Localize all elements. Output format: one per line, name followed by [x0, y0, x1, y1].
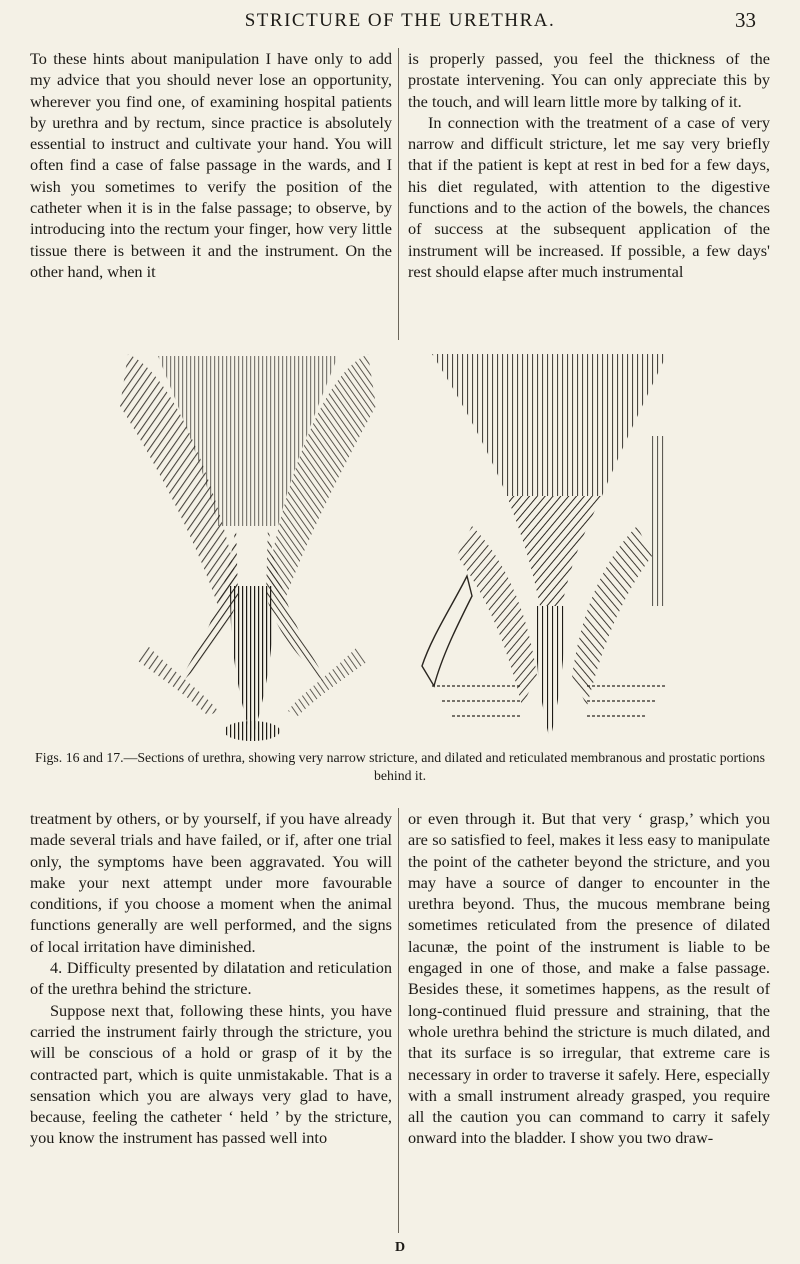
signature-mark: D: [394, 1240, 406, 1255]
figure-caption: Figs. 16 and 17.—Sections of urethra, showing very narrow stricture, and dilated and reticulated membranous and prostatic portions behind it.: [35, 750, 765, 783]
column-bottom-right: [408, 808, 770, 1149]
figure-16-illustration: [118, 346, 378, 746]
paragraph: or even through it. But that very ‘ grasp,’ which you are so satisfied to feel, makes it less easy to manipulate the point of the catheter beyond the stricture, and you may have a source of danger to encounter in the urethra beyond. Thus, the mucous membrane being sometimes reticulated from the presence of dilated lacunæ, the point of the instrument is liable to be engaged in one of those, and make a false passage. Besides these, it sometimes happens, as the result of long-continued fluid pressure and straining, that the whole urethra behind the stricture is much dilated, and that its surface is so irregular, that extreme care is necessary in order to traverse it safely. Here, especially with a small instrument already grasped, you require all the caution you can command to carry it safely onward into the bladder. I show you two draw-: [408, 809, 770, 1148]
page-header: [0, 8, 800, 34]
column-top-right: [408, 48, 770, 282]
paragraph: In connection with the treatment of a case of very narrow and difficult stricture, let me say very briefly that if the patient is kept at rest in bed for a few days, his diet regulated, with attention to the digestive functions and to the action of the bowels, the chances of success at the subsequent application of the instrument will be increased. If possible, a few days' rest should elapse after much instrumental: [408, 112, 770, 281]
page-number: 33: [735, 8, 756, 32]
paragraph: To these hints about manipulation I have only to add my advice that you should never lose an opportunity, wherever you find one, of examining hospital patients by urethra and by rectum, since practice is absolutely essential to instruct and cultivate your hand. You will often find a case of false passage in the wards, and I wish you sometimes to verify the position of the catheter when it is in the false passage; to observe, by introducing into the rectum your finger, how very little tissue there is between it and the instrument. On the other hand, when it: [30, 49, 392, 281]
paragraph: treatment by others, or by yourself, if you have already made several trials and have failed, or if, after one trial only, the symptoms have been aggravated. You will make your next attempt under more favourable conditions, if you choose a moment when the animal functions generally are well performed, and the signs of local irritation have diminished.: [30, 809, 392, 956]
column-top-left: [30, 48, 392, 282]
section-heading: 4. Difficulty presented by dilatation and reticulation of the urethra behind the stricture.: [30, 958, 392, 999]
figure-17-illustration: [412, 346, 687, 746]
running-head: STRICTURE OF THE URETHRA.: [244, 10, 556, 31]
paragraph: Suppose next that, following these hints, you have carried the instrument fairly through the stricture, you will be conscious of a hold or grasp of it by the contracted part, which is quite unmistakable. That is a sensation which you are always very glad to have, because, feeling the catheter ‘ held ’ by the stricture, you know the instrument has passed well into: [30, 1000, 392, 1148]
column-divider: [398, 808, 399, 1233]
column-bottom-left: [30, 808, 392, 1149]
column-divider: [398, 48, 399, 340]
paragraph: is properly passed, you feel the thickness of the prostate intervening. You can only appreciate this by the touch, and will learn little more by talking of it.: [408, 49, 770, 111]
